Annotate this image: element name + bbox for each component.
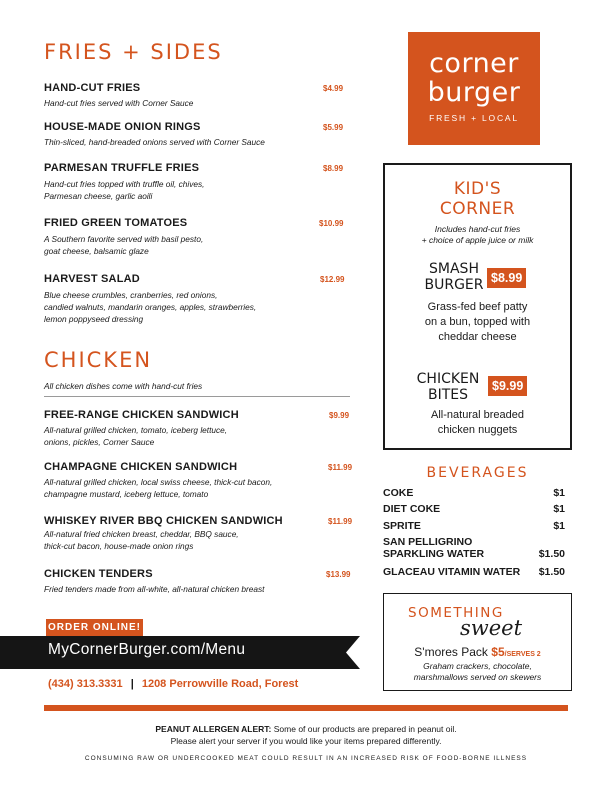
item-price: $11.99	[328, 463, 353, 472]
beverage-row	[383, 487, 565, 499]
menu-item	[44, 82, 354, 109]
item-desc: All-natural fried chicken breast, cheddar, BBQ sauce, thick-cut bacon, house-made onion rings	[44, 529, 239, 551]
item-name: WHISKEY RIVER BBQ CHICKEN SANDWICH	[44, 515, 283, 527]
address: 1208 Perrowville Road, Forest	[141, 678, 299, 690]
item-name: PARMESAN TRUFFLE FRIES	[44, 162, 200, 174]
item-price: $8.99	[323, 164, 344, 173]
kids-item-price: $8.99	[487, 268, 526, 288]
item-desc: Hand-cut fries served with Corner Sauce	[44, 98, 194, 108]
chicken-section-title: CHICKEN	[44, 348, 153, 372]
logo	[408, 32, 540, 145]
beverage-price: $1	[553, 487, 565, 499]
order-online-label: ORDER ONLINE!	[46, 619, 143, 636]
beverage-price: $1	[553, 520, 565, 532]
menu-item	[44, 121, 354, 148]
contact-line	[48, 678, 298, 690]
menu-item	[44, 515, 354, 552]
beverage-price: $1.50	[538, 548, 565, 560]
menu-item	[44, 568, 354, 595]
beverage-name: SPRITE	[383, 520, 421, 532]
section-divider	[44, 396, 350, 397]
item-desc: All-natural grilled chicken, local swiss cheese, thick-cut bacon, champagne mustard, iceberg lettuce, tomato	[44, 477, 273, 499]
menu-item	[44, 409, 354, 448]
kids-subtitle-2: + choice of apple juice or milk	[421, 235, 534, 245]
item-desc: Hand-cut fries topped with truffle oil, chives, Parmesan cheese, garlic aoili	[44, 179, 205, 201]
logo-tagline: FRESH + LOCAL	[429, 113, 519, 123]
kids-item-name: CHICKEN BITES	[416, 371, 480, 403]
something-sweet-box	[383, 593, 572, 691]
beverage-name: COKE	[383, 487, 414, 499]
beverage-name: SAN PELLIGRINO SPARKLING WATER	[383, 536, 485, 560]
item-desc: Blue cheese crumbles, cranberries, red onions, candied walnuts, mandarin oranges, apples, strawberries, lemon poppyseed dressing	[44, 290, 257, 324]
item-desc: All-natural grilled chicken, tomato, iceberg lettuce, onions, pickles, Corner Sauce	[44, 425, 228, 447]
sweet-item-price: $5	[491, 645, 505, 659]
item-price: $10.99	[319, 219, 344, 228]
peanut-alert	[0, 723, 612, 747]
item-name: FREE-RANGE CHICKEN SANDWICH	[44, 409, 239, 421]
beverage-price: $1	[553, 503, 565, 515]
beverage-row	[383, 536, 565, 560]
sweet-title-2: sweet	[460, 616, 523, 640]
item-price: $9.99	[329, 411, 350, 420]
kids-item-desc: All-natural breaded chicken nuggets	[431, 409, 524, 436]
item-price: $4.99	[323, 84, 344, 93]
menu-item	[44, 162, 354, 202]
beverage-name: DIET COKE	[383, 503, 441, 515]
alert-line-2: Please alert your server if you would like your items prepared differently.	[170, 736, 442, 746]
item-price: $5.99	[323, 123, 344, 132]
item-name: FRIED GREEN TOMATOES	[44, 217, 188, 229]
beverage-row	[383, 520, 565, 532]
chicken-note: All chicken dishes come with hand-cut fries	[44, 381, 203, 391]
beverage-price: $1.50	[538, 566, 565, 578]
item-price: $11.99	[328, 517, 353, 526]
item-price: $12.99	[320, 275, 345, 284]
item-desc: Fried tenders made from all-white, all-natural chicken breast	[44, 584, 265, 594]
order-online-link[interactable]: MyCornerBurger.com/Menu	[48, 641, 246, 658]
logo-line-1: corner	[429, 48, 519, 79]
kids-title-2: CORNER	[439, 199, 516, 219]
sweet-item-line	[384, 645, 571, 659]
kids-title-1: KID'S	[453, 179, 502, 199]
fries-section-title: FRIES + SIDES	[44, 40, 223, 64]
beverages-title: BEVERAGES	[426, 465, 529, 481]
kids-corner-box	[383, 163, 572, 450]
item-name: HARVEST SALAD	[44, 273, 140, 285]
alert-text: Some of our products are prepared in peanut oil.	[273, 724, 457, 734]
kids-item-name: SMASH BURGER	[424, 261, 484, 293]
kids-item-desc: Grass-fed beef patty on a bun, topped with cheddar cheese	[424, 301, 531, 343]
sweet-item-serves: /SERVES 2	[504, 651, 541, 658]
item-name: HOUSE-MADE ONION RINGS	[44, 121, 201, 133]
kids-item-price: $9.99	[488, 376, 527, 396]
item-price: $13.99	[326, 570, 351, 579]
footer-rule	[44, 705, 568, 711]
alert-label: PEANUT ALLERGEN ALERT:	[155, 724, 272, 734]
menu-item	[44, 273, 354, 325]
beverage-name: GLACEAU VITAMIN WATER	[383, 566, 521, 578]
food-safety-warning: CONSUMING RAW OR UNDERCOOKED MEAT COULD RESULT IN AN INCREASED RISK OF FOOD-BORNE ILLNESS	[84, 755, 528, 762]
sweet-item-name: S'mores Pack	[414, 645, 488, 659]
contact-separator: |	[130, 678, 134, 690]
item-name: CHICKEN TENDERS	[44, 568, 153, 580]
item-desc: Thin-sliced, hand-breaded onions served with Corner Sauce	[44, 137, 265, 147]
item-desc: A Southern favorite served with basil pesto, goat cheese, balsamic glaze	[44, 234, 204, 256]
logo-line-2: burger	[427, 77, 521, 108]
beverage-row	[383, 503, 565, 515]
menu-item	[44, 217, 354, 257]
sweet-item-desc: Graham crackers, chocolate, marshmallows served on skewers	[413, 661, 542, 682]
phone-number[interactable]: (434) 313.3331	[48, 678, 123, 690]
kids-subtitle-1: Includes hand-cut fries	[434, 224, 521, 234]
menu-item	[44, 461, 354, 500]
sweet-title-1: SOMETHING	[408, 605, 504, 621]
item-name: HAND-CUT FRIES	[44, 82, 141, 94]
item-name: CHAMPAGNE CHICKEN SANDWICH	[44, 461, 238, 473]
beverage-row	[383, 566, 565, 578]
